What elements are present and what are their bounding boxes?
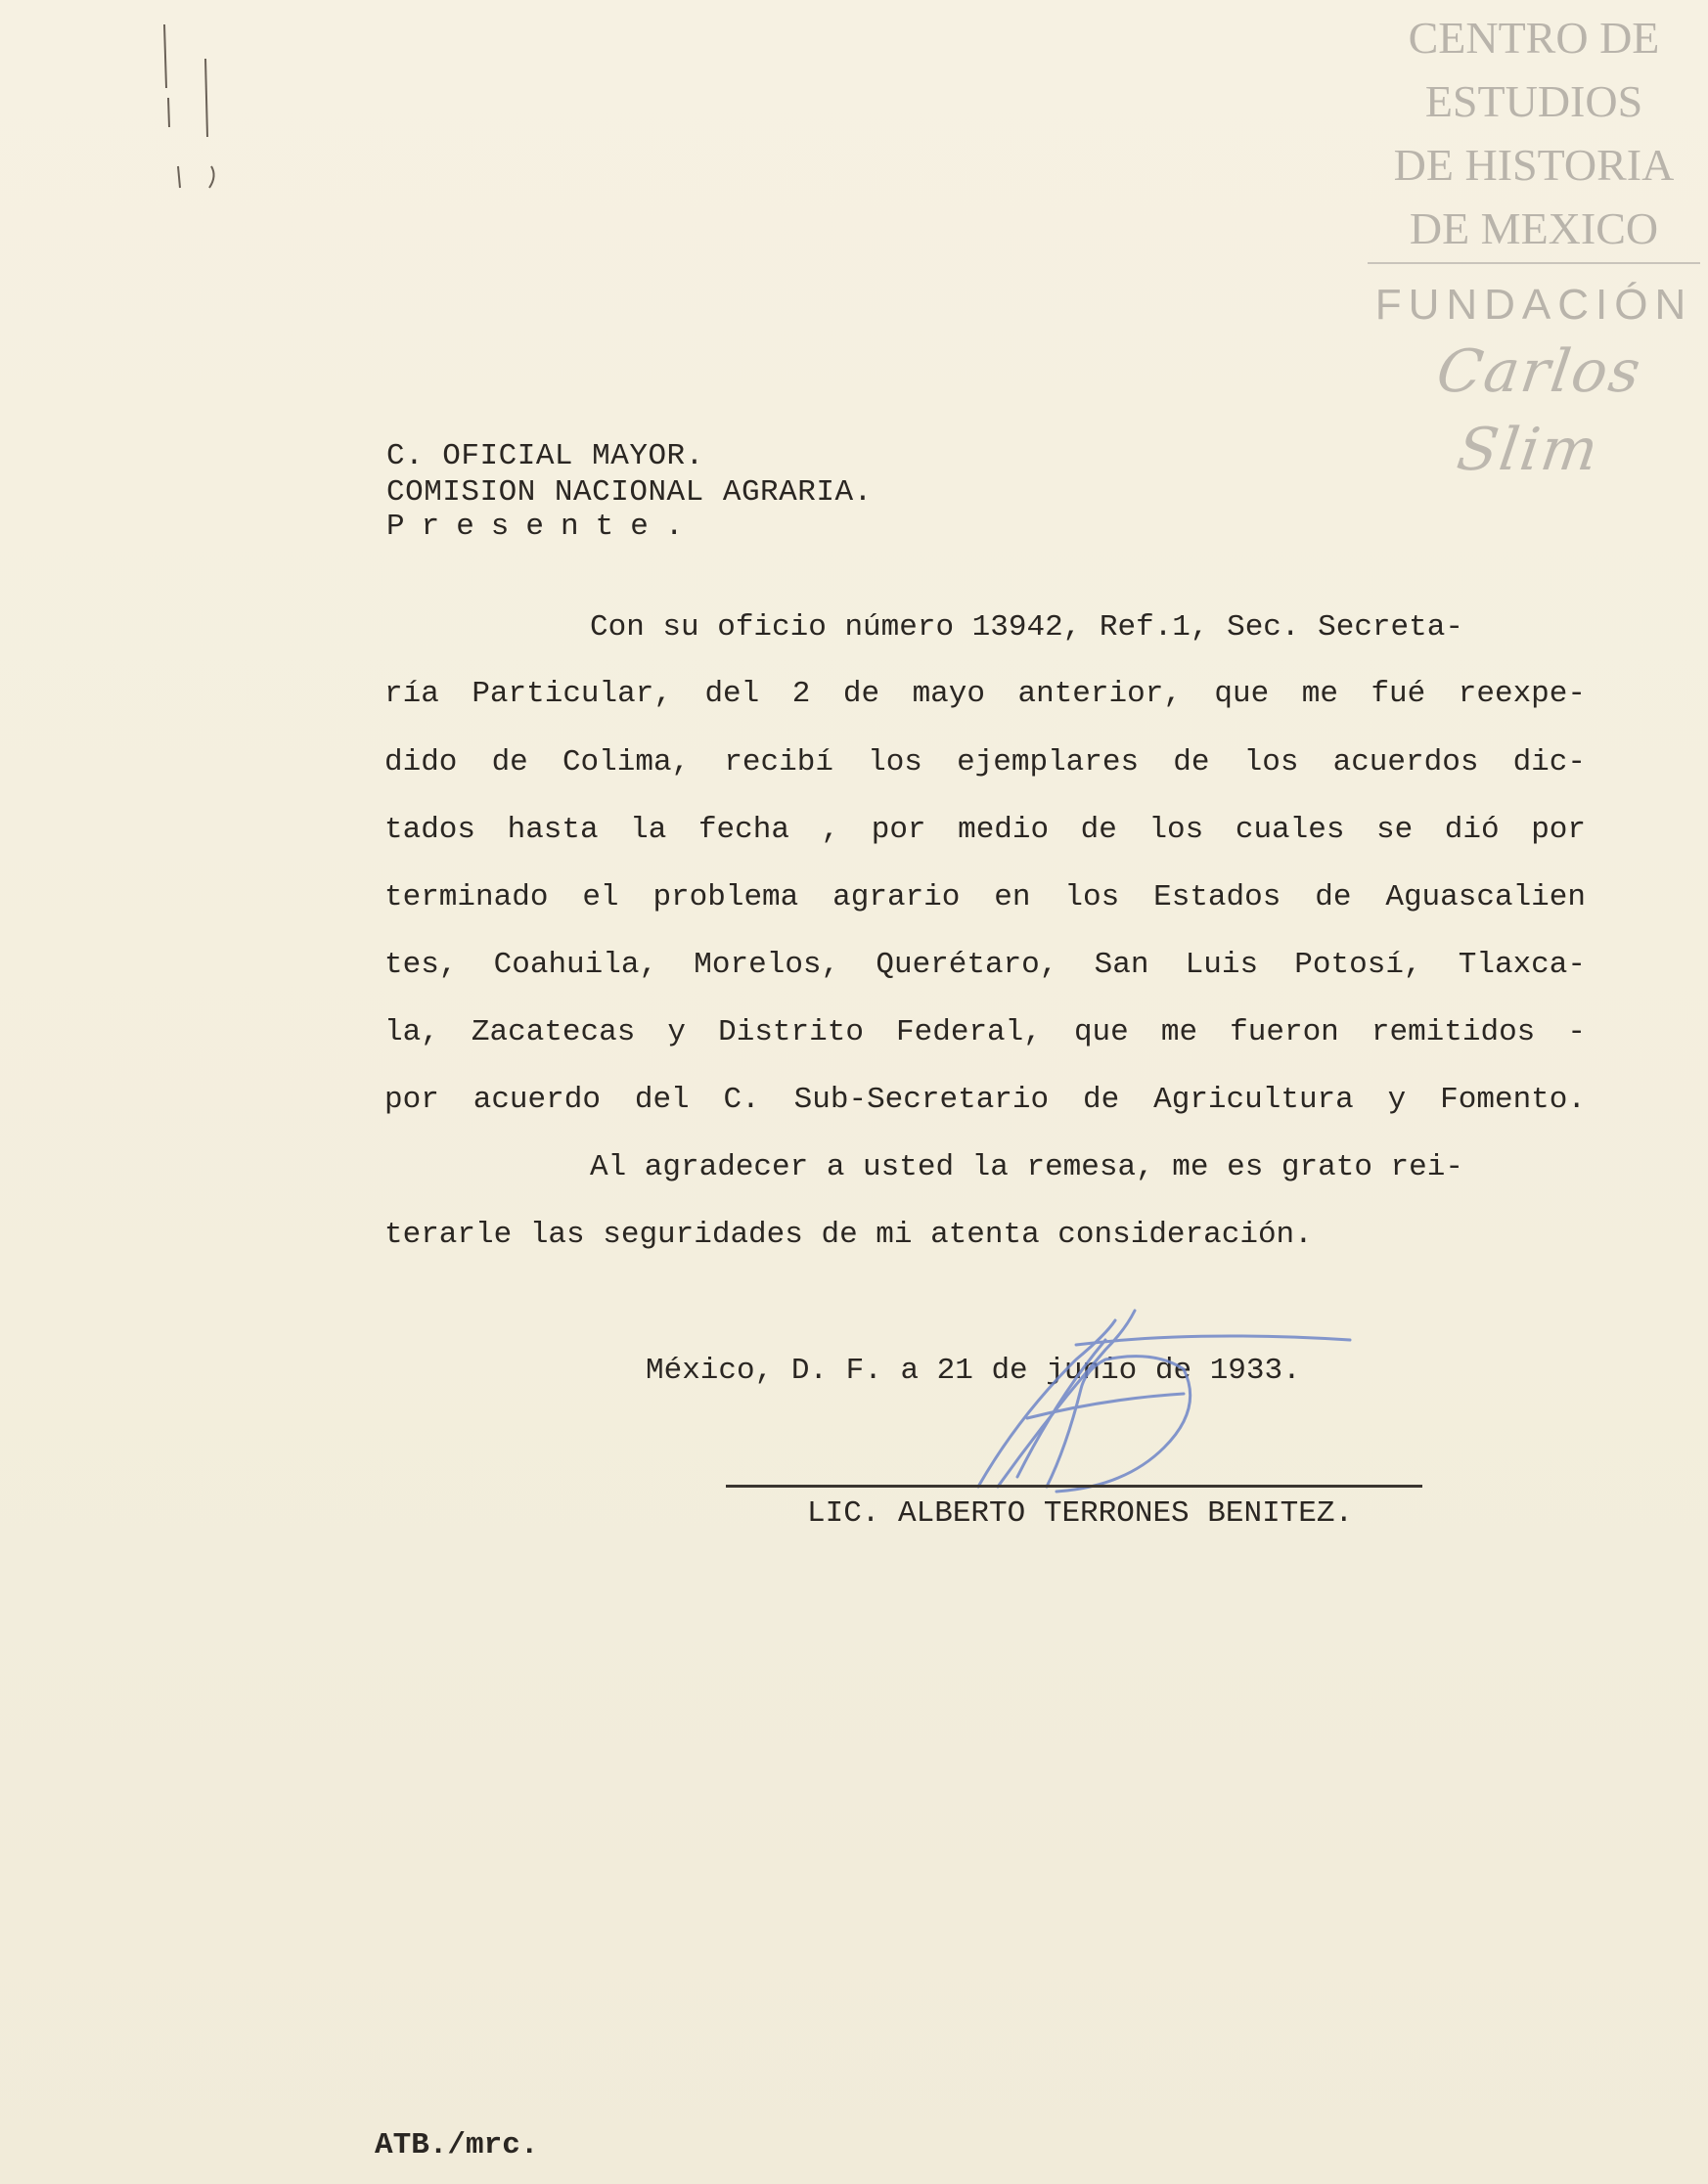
watermark-line-1: CENTRO DE xyxy=(1408,13,1660,63)
body-line: por acuerdo del C. Sub-Secretario de Agricultura y Fomento. xyxy=(384,1083,1586,1117)
watermark-line-2: ESTUDIOS xyxy=(1424,76,1643,126)
margin-marks xyxy=(157,20,235,196)
addressee-line-2: COMISION NACIONAL AGRARIA. xyxy=(386,475,873,510)
watermark-signature: Carlos Slim xyxy=(1432,337,1646,484)
addressee-line-3: Presente. xyxy=(386,510,700,544)
archive-watermark xyxy=(1368,6,1700,489)
addressee-line-1: C. OFICIAL MAYOR. xyxy=(386,439,704,473)
body-line: dido de Colima, recibí los ejemplares de los acuerdos dic- xyxy=(384,745,1586,780)
signature-line xyxy=(726,1485,1422,1488)
watermark-foundation: FUNDACIÓN xyxy=(1374,281,1693,329)
body-line: tes, Coahuila, Morelos, Querétaro, San Luis Potosí, Tlaxca- xyxy=(384,948,1586,982)
body-line: Con su oficio número 13942, Ref.1, Sec. Secreta- xyxy=(590,610,1463,645)
body-line: ría Particular, del 2 de mayo anterior, que me fué reexpe- xyxy=(384,677,1586,711)
body-line: terminado el problema agrario en los Estados de Aguascalien xyxy=(384,880,1586,914)
body-line: Al agradecer a usted la remesa, me es grato rei- xyxy=(590,1150,1463,1184)
reference-initials: ATB./mrc. xyxy=(375,2128,539,2162)
handwritten-signature xyxy=(959,1301,1370,1496)
watermark-line-3: DE HISTORIA xyxy=(1393,140,1675,190)
signer-name: LIC. ALBERTO TERRONES BENITEZ. xyxy=(807,1496,1354,1531)
body-line: tados hasta la fecha , por medio de los cuales se dió por xyxy=(384,813,1586,847)
body-line: la, Zacatecas y Distrito Federal, que me fueron remitidos - xyxy=(384,1015,1586,1049)
watermark-line-4: DE MEXICO xyxy=(1409,203,1659,253)
place-date: México, D. F. a 21 de junio de 1933. xyxy=(646,1354,1301,1388)
body-line: terarle las seguridades de mi atenta consideración. xyxy=(384,1218,1313,1252)
watermark-divider xyxy=(1368,262,1700,264)
